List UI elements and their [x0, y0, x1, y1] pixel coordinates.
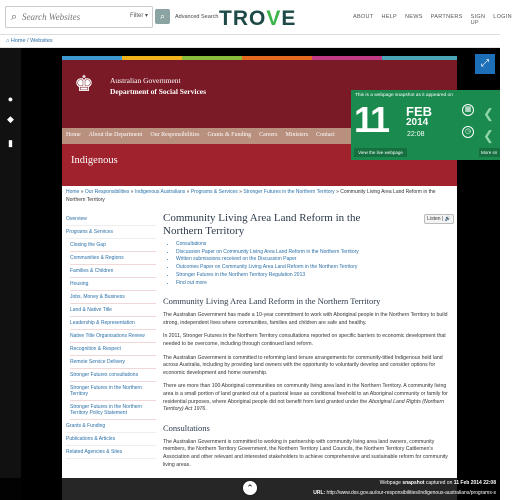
page-title: Community Living Area Land Reform in the Northern Territory — [163, 212, 361, 237]
sidebar-item[interactable]: Families & Children — [70, 265, 156, 278]
snapshot-month: FEB — [406, 104, 432, 119]
crumb-link[interactable]: Home — [66, 189, 80, 195]
filter-dropdown[interactable]: Filter ▾ — [130, 13, 149, 19]
breadcrumb[interactable]: ⌂ Home / Websites — [0, 35, 500, 48]
view-live-button[interactable]: View the live webpage — [354, 148, 407, 157]
sidebar-item[interactable]: Stronger Futures in the Northern Territory Policy Statement — [70, 401, 156, 420]
previous-snapshot-icon[interactable]: ❮ — [483, 106, 494, 121]
paragraph: The Australian Government has made a 10-year commitment to work with Aboriginal people in the Northern Territory to build strong, independent lives where communities, families and children are safe and healthy. — [163, 312, 448, 326]
snapshot-time: 22:08 — [407, 131, 425, 138]
sidebar-item[interactable]: Grants & Funding — [66, 420, 156, 433]
crumb-link[interactable]: Stronger Futures in the Northern Territory — [243, 189, 335, 195]
top-nav-item[interactable]: SIGN UP — [470, 14, 486, 26]
capture-url[interactable]: URL: http://www.dss.gov.au/our-responsibilities/indigenous-australians/programs-s — [313, 490, 496, 496]
top-nav-item[interactable]: ABOUT — [353, 14, 374, 20]
page-link[interactable]: • Consultations — [176, 241, 456, 249]
page-link[interactable]: • Discussion Paper on Community Living Area Land Reform in the Northern Territory — [176, 249, 456, 257]
sidebar-item[interactable]: Remote Service Delivery — [70, 356, 156, 369]
main-nav-item[interactable]: About the Department — [88, 132, 143, 138]
clock-icon[interactable]: ◷ — [462, 126, 474, 138]
bookmark-icon[interactable]: ▮ — [8, 138, 13, 148]
crumb-link[interactable]: Programs & Services — [190, 189, 238, 195]
section-heading: Community Living Area Land Reform in the Northern Territory — [163, 296, 381, 307]
page-link[interactable]: • Stronger Futures in the Northern Territory Regulation 2013 — [176, 272, 456, 280]
section-heading: Consultations — [163, 422, 210, 433]
gov-name: Australian Government — [110, 76, 181, 85]
search-icon: ⌕ — [11, 11, 18, 23]
more-snapshots-button[interactable]: More sn — [479, 148, 500, 157]
paragraph: The Australian Government is committed to reforming land tenure arrangements for community-titled Indigenous held land across Australia, including by providing land owners with the opportunity to voluntarily develop and consider options for economic development and home ownership. — [163, 354, 443, 376]
sidebar-item[interactable]: Stronger Futures in the Northern Territory — [70, 382, 156, 401]
paragraph: There are more than 100 Aboriginal communities on community living area land in the Northern Territory. A community living area is a small portion of land granted out of a pastoral lease as conditional freehold to an Aboriginal community or family for residential purposes, where Aboriginal people did not benefit from land granted under the Aboriginal Land Rights (Northern Territory) Act 1976. — [163, 383, 448, 413]
info-icon[interactable]: ● — [7, 94, 14, 104]
dept-name: Department of Social Services — [110, 87, 207, 96]
page-breadcrumb: Home » Our Responsibilities » Indigenous Australians » Programs & Services » Stronger Futures in the Northern Territory » Community Living Area Land Reform in the Northern Territory — [66, 189, 436, 203]
top-nav-item[interactable]: PARTNERS — [430, 14, 463, 20]
capture-info: Webpage snapshot captured on 11 Feb 2014 22:08 — [379, 480, 496, 486]
sidebar-item[interactable]: Overview — [66, 213, 156, 226]
top-nav — [353, 14, 512, 26]
top-nav-item[interactable]: NEWS — [405, 14, 423, 20]
left-rail — [0, 48, 21, 500]
search-button[interactable] — [155, 9, 170, 24]
sidebar-item[interactable]: Housing — [70, 278, 156, 291]
snapshot-year: 2014 — [406, 117, 429, 128]
crumb-current: Community Living Area Land Reform in the Northern Territory — [66, 189, 436, 203]
sidebar-item[interactable]: Recognition & Respect — [70, 343, 156, 356]
sidebar-item[interactable]: Programs & Services — [66, 226, 156, 239]
page-links — [176, 241, 456, 287]
listen-button[interactable]: Listen | 🔊 — [424, 214, 454, 224]
main-nav-item[interactable]: Grants & Funding — [207, 132, 252, 138]
page-link[interactable]: • Written submissions received on the Discussion Paper — [176, 256, 456, 264]
expand-icon[interactable]: ⤢ — [475, 54, 495, 74]
previous-time-icon[interactable]: ❮ — [483, 128, 494, 143]
main-nav-item[interactable]: Ministers — [285, 132, 309, 138]
top-nav-item[interactable]: HELP — [381, 14, 398, 20]
trove-logo[interactable]: TROVE — [219, 7, 297, 30]
sidebar-item[interactable]: Leadership & Representation — [70, 317, 156, 330]
crumb-link[interactable]: Our Responsibilities — [84, 189, 130, 195]
advanced-search-link[interactable]: Advanced Search — [175, 14, 219, 20]
main-nav-item[interactable]: Careers — [259, 132, 278, 138]
paragraph: In 2011, Stronger Futures in the Northern Territory consultations reported on specific barriers to economic development that needed to be overcome, including through continued land reform. — [163, 333, 446, 347]
page-link[interactable]: • Outcomes Paper on Community Living Area Land Reform in the Northern Territory — [176, 264, 456, 272]
trove-header — [0, 0, 512, 35]
main-nav-item[interactable]: Our Responsibilities — [150, 132, 200, 138]
crest-icon: ♚ — [74, 71, 94, 96]
layers-icon[interactable]: ◆ — [7, 114, 14, 124]
main-nav-item[interactable]: Home — [66, 132, 81, 138]
snapshot-panel — [351, 90, 500, 160]
search-input[interactable] — [22, 10, 112, 24]
snapshot-day: 11 — [354, 99, 389, 140]
sidebar-item[interactable]: Communities & Regions — [70, 252, 156, 265]
sidebar-item[interactable]: Native Title Organisations Review — [70, 330, 156, 343]
sidebar-item[interactable]: Stronger Futures consultations — [70, 369, 156, 382]
page-link[interactable]: • Find out more — [176, 280, 456, 288]
sidebar-nav — [66, 213, 156, 459]
section-title: Indigenous — [71, 155, 118, 166]
main-nav-item[interactable]: Contact — [316, 132, 335, 138]
scroll-up-button[interactable]: ⌃ — [241, 479, 259, 497]
search-icon: ⌕ — [159, 11, 166, 21]
top-nav-item[interactable]: LOGIN — [493, 14, 512, 20]
sidebar-item[interactable]: Closing the Gap — [70, 239, 156, 252]
crumb-link[interactable]: Indigenous Australians — [134, 189, 186, 195]
snapshot-caption: This is a webpage snapshot as it appeared on — [355, 93, 453, 98]
paragraph: The Australian Government is committed to working in partnership with community living area land owners, community members, the Northern Territory Government, the Northern Territory Land Councils, the Northern Territory Cattlemen's Association and other relevant and interested stakeholders to achieve comprehensive and sustainable reform for community living areas. — [163, 438, 448, 468]
sidebar-item[interactable]: Jobs, Money & Business — [70, 291, 156, 304]
sidebar-item[interactable]: Related Agencies & Sites — [66, 446, 156, 459]
main-content — [163, 212, 456, 469]
sidebar-item[interactable]: Land & Native Title — [70, 304, 156, 317]
sidebar-item[interactable]: Publications & Articles — [66, 433, 156, 446]
calendar-icon[interactable]: ▦ — [462, 104, 474, 116]
